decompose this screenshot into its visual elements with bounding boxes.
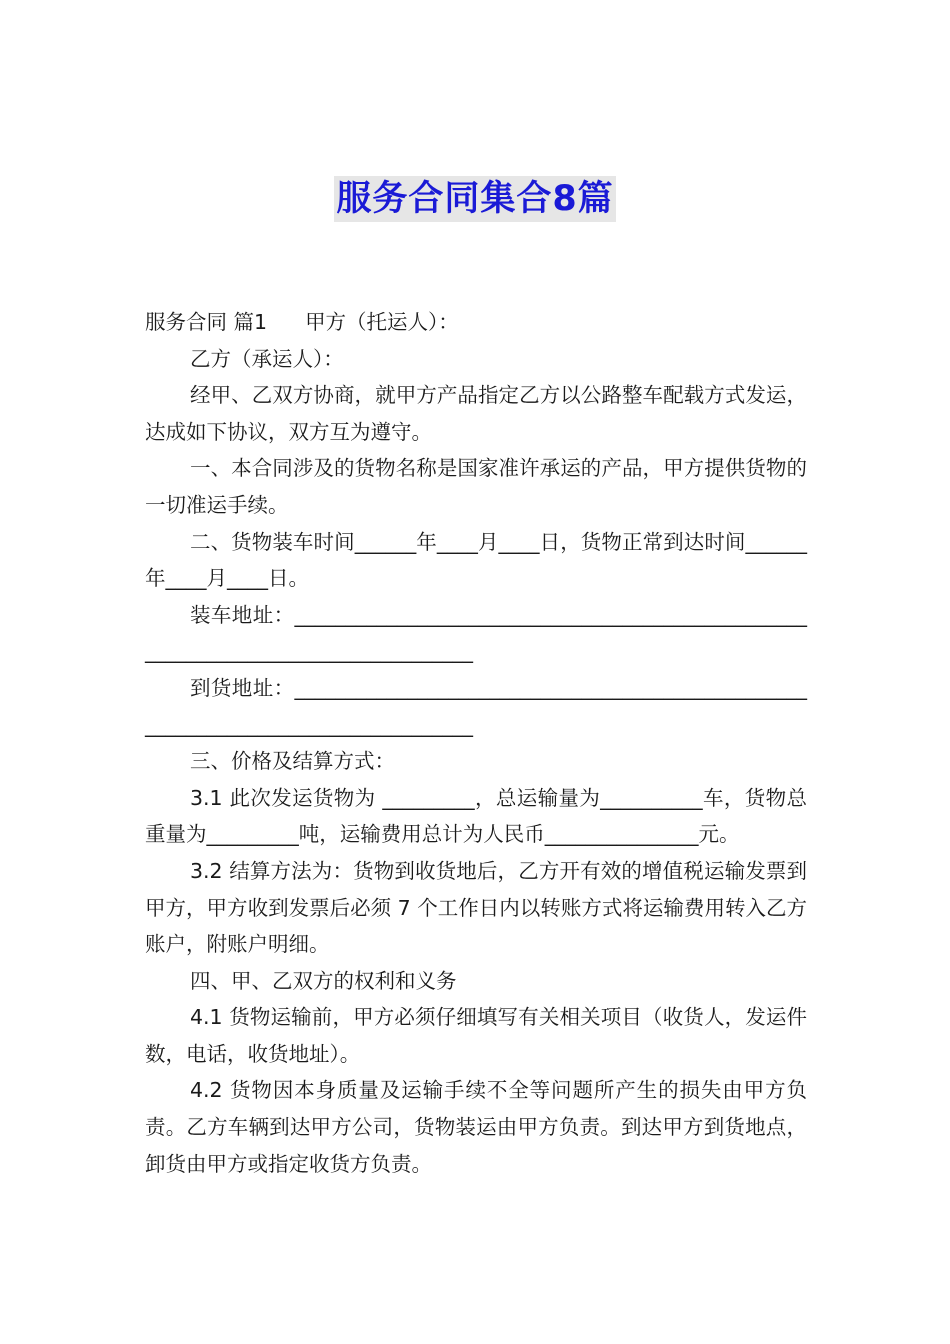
clause-3-1: 3.1 此次发运货物为 _________，总运输量为__________车，货物总重量为_________吨，运输费用总计为人民币_______________元。 xyxy=(145,785,807,847)
document-title xyxy=(0,176,950,222)
clause-3-heading: 三、价格及结算方式： xyxy=(190,749,395,774)
clause-4-1: 4.1 货物运输前，甲方必须仔细填写有关相关项目（收货人，发运件数，电话，收货地址）。 xyxy=(145,1005,807,1066)
paragraph-preamble: 经甲、乙双方协商，就甲方产品指定乙方以公路整车配载方式发运，达成如下协议，双方互为遵守。 xyxy=(145,383,807,444)
delivery-address: 到货地址：__________________________________________________________________________________ xyxy=(145,675,807,737)
clause-4-2: 4.2 货物因本身质量及运输手续不全等问题所产生的损失由甲方负责。乙方车辆到达甲方公司，货物装运由甲方负责。到达甲方到货地点，卸货由甲方或指定收货方负责。 xyxy=(145,1078,807,1176)
loading-address: 装车地址：__________________________________________________________________________________ xyxy=(145,602,807,664)
document-body xyxy=(145,304,807,1182)
clause-3-2: 3.2 结算方法为：货物到收货地后，乙方开有效的增值税运输发票到甲方，甲方收到发票后必须 7 个工作日内以转账方式将运输费用转入乙方账户，附账户明细。 xyxy=(145,858,807,957)
party-b-label: 乙方（承运人）： xyxy=(190,346,344,371)
document-title-text: 服务合同集合8篇 xyxy=(334,176,615,222)
party-a-label: 甲方（托运人）： xyxy=(305,310,459,334)
paragraph-first-line xyxy=(145,304,807,341)
section-heading: 服务合同 篇1 xyxy=(145,310,268,334)
clause-2: 二、货物装车时间______年____月____日，货物正常到达时间______年____月____日。 xyxy=(145,529,807,591)
clause-1: 一、本合同涉及的货物名称是国家准许承运的产品，甲方提供货物的一切准运手续。 xyxy=(145,456,807,517)
clause-4-heading: 四、甲、乙双方的权利和义务 xyxy=(190,968,457,993)
